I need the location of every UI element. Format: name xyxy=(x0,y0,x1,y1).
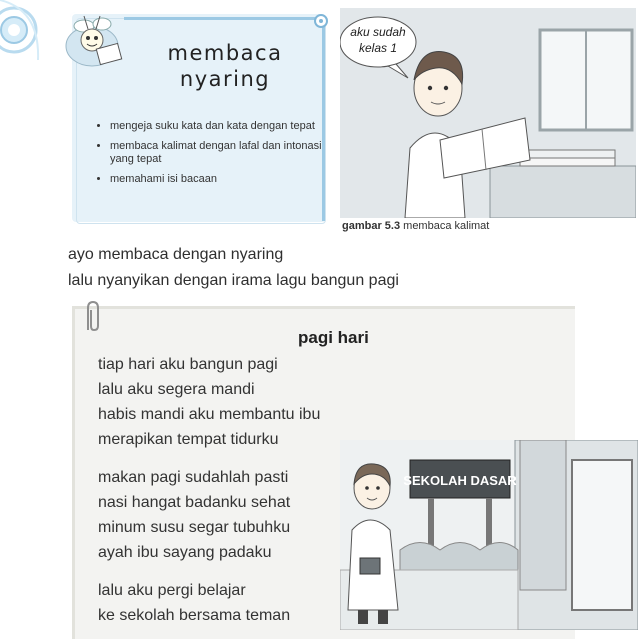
poem-line: nasi hangat badanku sehat xyxy=(98,494,291,511)
objectives-border-top xyxy=(124,17,324,20)
objectives-list xyxy=(92,120,332,193)
clip-icon xyxy=(312,12,330,30)
poem-line: merapikan tempat tidurku xyxy=(98,431,279,448)
boy-reading-illustration xyxy=(340,8,636,218)
objective-item: • mengeja suku kata dan kata dengan tepat xyxy=(110,120,332,133)
poem-line: lalu aku segera mandi xyxy=(98,381,255,398)
figure-caption xyxy=(342,220,489,232)
objective-item: • memahami isi bacaan xyxy=(110,173,332,186)
poem-line: makan pagi sudahlah pasti xyxy=(98,469,289,486)
poem-line: minum susu segar tubuhku xyxy=(98,519,291,536)
intro-line2: lalu nyanyikan dengan irama lagu bangun pagi xyxy=(68,272,399,289)
poem-line: lalu aku pergi belajar xyxy=(98,582,246,599)
poem-title: pagi hari xyxy=(298,328,369,347)
objective-item: • membaca kalimat dengan lafal dan intonasi yang tepat xyxy=(110,140,332,166)
girl-school-illustration xyxy=(340,440,638,630)
poem-line: ke sekolah bersama teman xyxy=(98,607,291,624)
poem-line: tiap hari aku bangun pagi xyxy=(98,356,278,373)
poem-line: ayah ibu sayang padaku xyxy=(98,544,272,561)
objectives-title-line2: nyaring xyxy=(179,67,271,91)
corner-decoration xyxy=(0,0,60,70)
caption-text: membaca kalimat xyxy=(403,220,490,232)
speech-bubble-line2: kelas 1 xyxy=(358,41,398,55)
caption-label: gambar 5.3 xyxy=(342,220,401,232)
intro-line1: ayo membaca dengan nyaring xyxy=(68,246,284,263)
objectives-title-line1: membaca xyxy=(167,41,283,65)
bee-mascot-icon xyxy=(62,10,132,70)
girl-school-drawing xyxy=(340,440,638,630)
speech-bubble-line1: aku sudah xyxy=(350,25,406,39)
paperclip-icon xyxy=(82,300,104,336)
poem-line: habis mandi aku membantu ibu xyxy=(98,406,321,423)
boy-reading-drawing xyxy=(340,8,636,218)
poem-text xyxy=(98,352,320,628)
school-sign-text: SEKOLAH DASAR xyxy=(403,473,517,488)
intro-text xyxy=(68,242,399,294)
objectives-title xyxy=(150,40,300,92)
